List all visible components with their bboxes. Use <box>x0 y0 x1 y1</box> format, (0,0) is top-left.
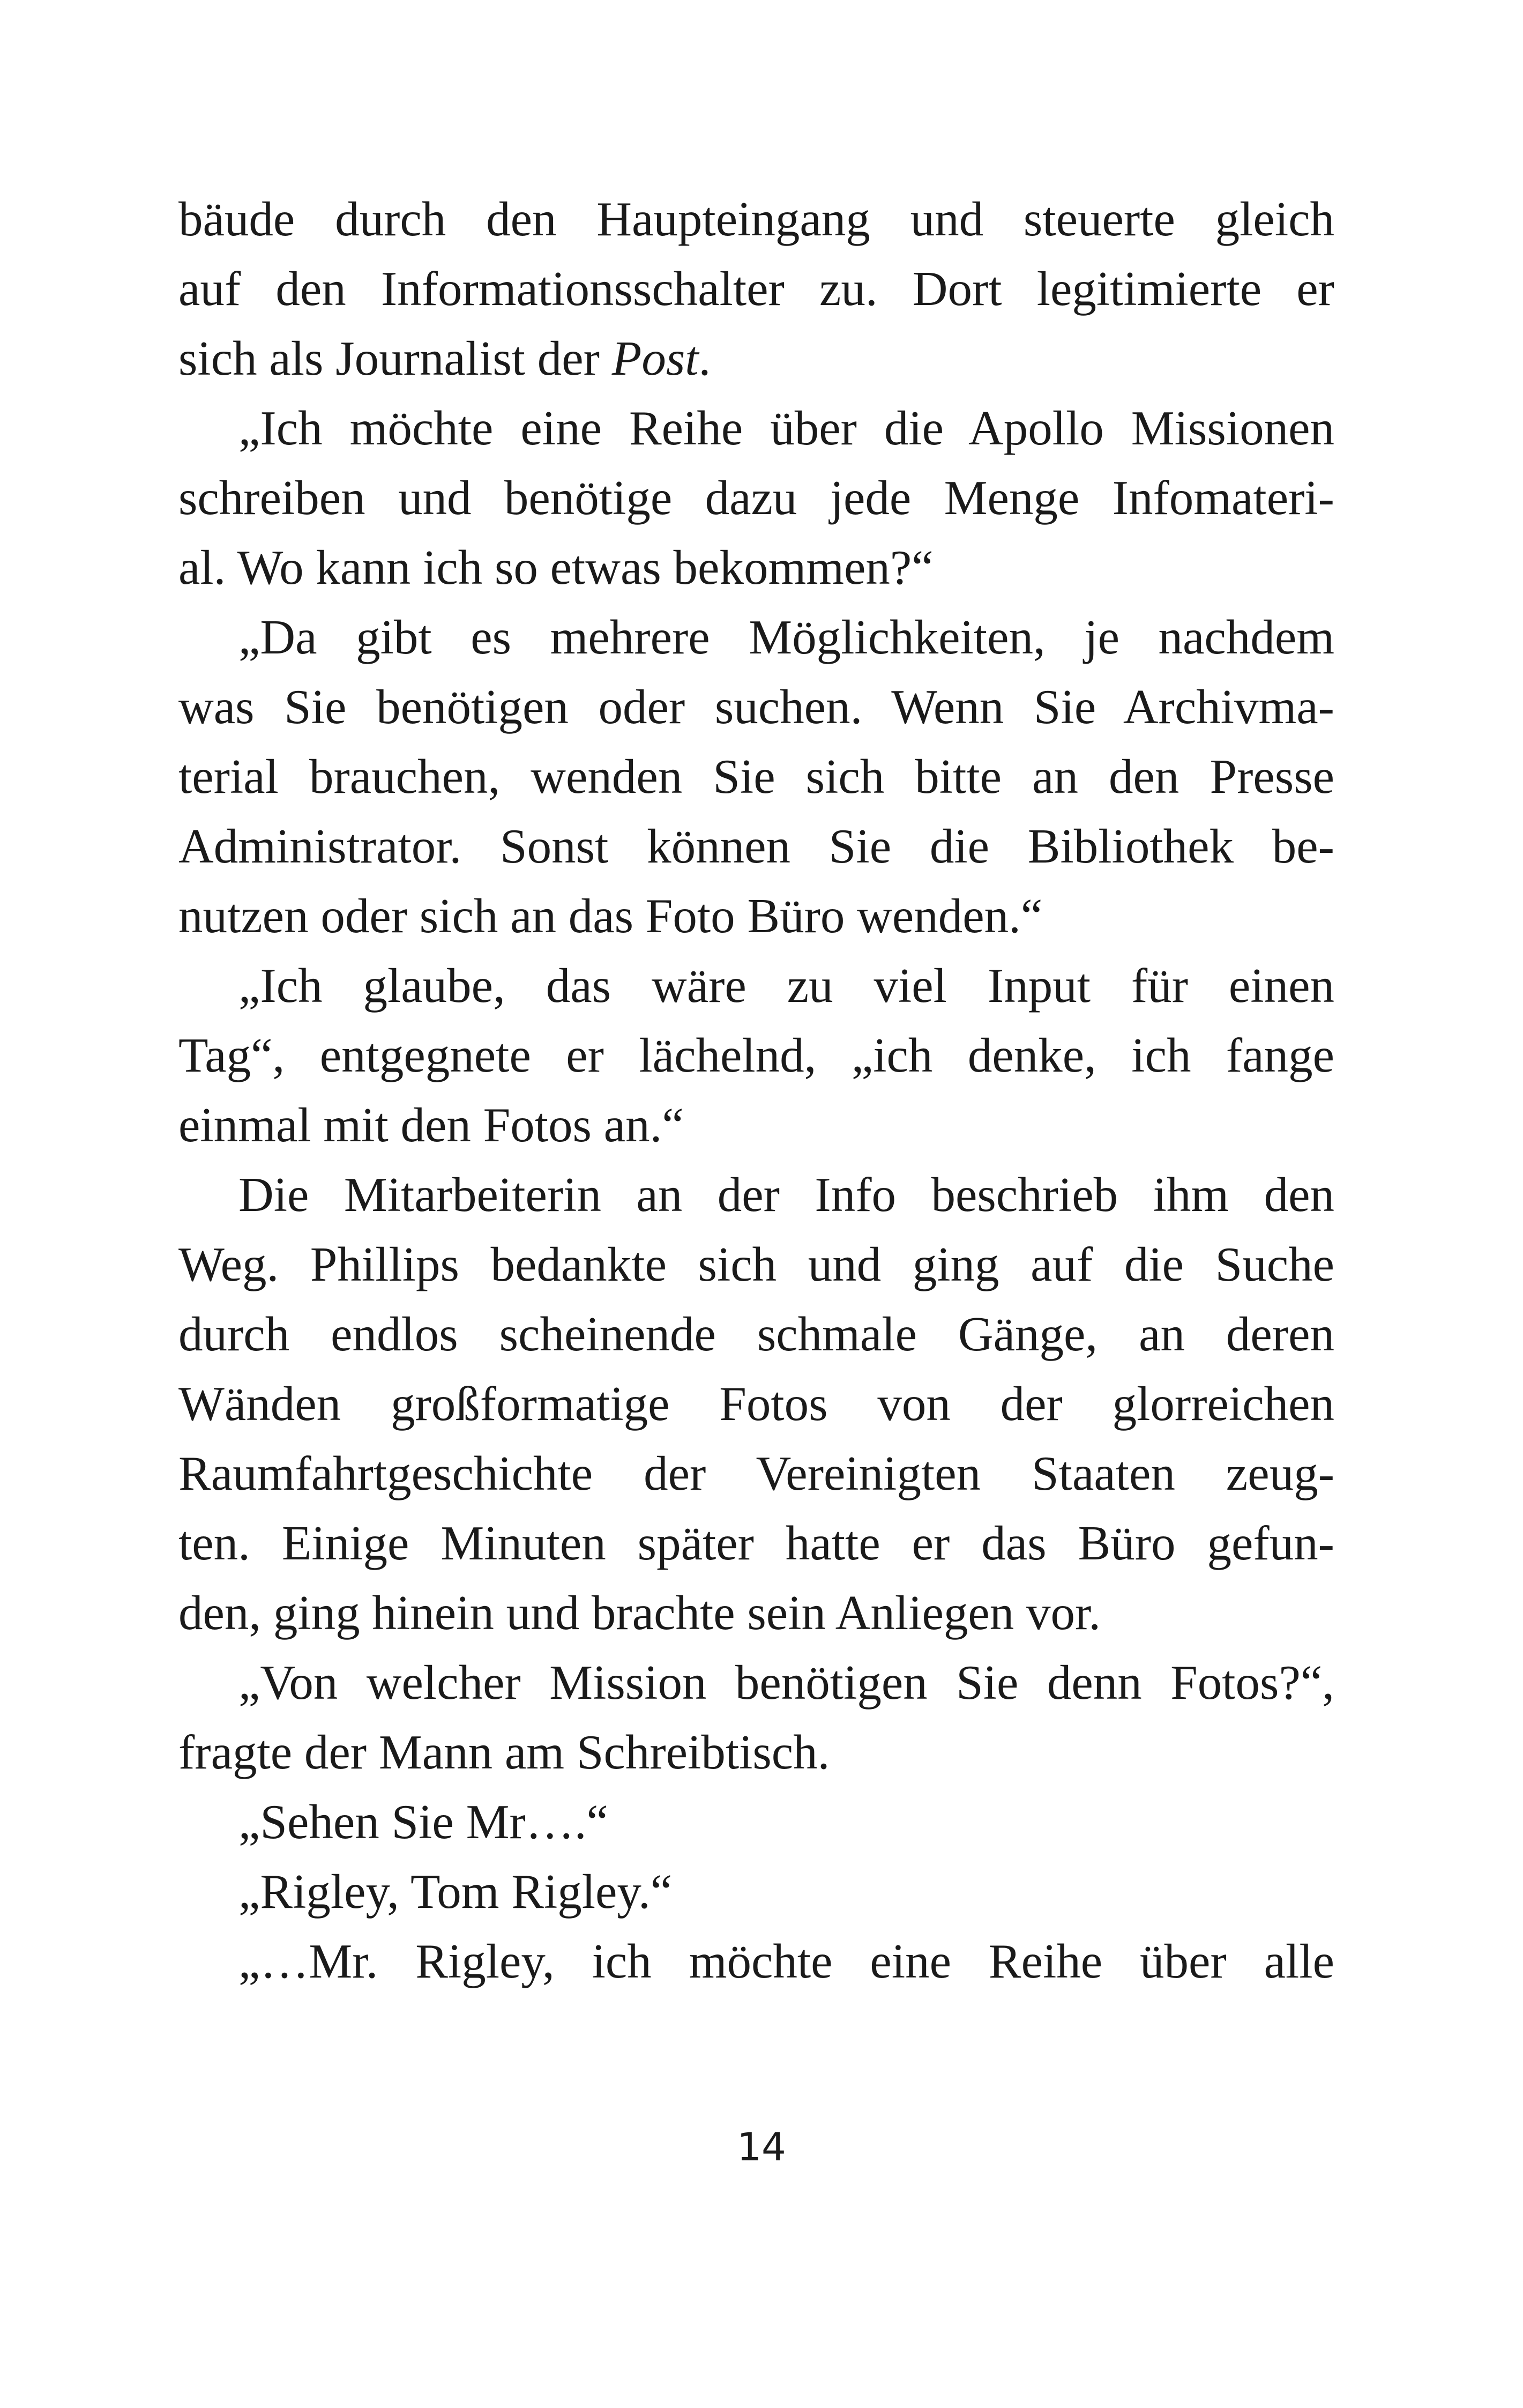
text-line: Wänden großformatige Fotos von der glorreichen <box>178 1377 1334 1431</box>
text-line: „…Mr. Rigley, ich möchte eine Reihe über alle <box>238 1934 1334 1988</box>
text-line <box>178 324 1334 393</box>
text-line: was Sie benötigen oder suchen. Wenn Sie Archivma- <box>178 680 1334 734</box>
text-line: nutzen oder sich an das Foto Büro wenden.“ <box>178 889 1043 943</box>
text-line: „Rigley, Tom Rigley.“ <box>238 1864 673 1919</box>
text-line: auf den Informationsschalter zu. Dort legitimierte er <box>178 262 1334 316</box>
text-line: „Ich möchte eine Reihe über die Apollo Missionen <box>238 401 1334 455</box>
text-line: „Sehen Sie Mr….“ <box>238 1795 608 1849</box>
text-line: schreiben und benötige dazu jede Menge Infomateri- <box>178 471 1334 525</box>
text-line: bäude durch den Haupteingang und steuerte gleich <box>178 192 1334 246</box>
page-number: 14 <box>737 2124 786 2169</box>
italic-title: Post <box>611 331 699 385</box>
text-run: . <box>698 331 711 385</box>
text-line: Raumfahrtgeschichte der Vereinigten Staaten zeug- <box>178 1446 1334 1500</box>
body-text <box>178 184 1334 1996</box>
text-line: Administrator. Sonst können Sie die Bibliothek be- <box>178 819 1334 873</box>
text-line: den, ging hinein und brachte sein Anliegen vor. <box>178 1586 1101 1640</box>
text-line: „Von welcher Mission benötigen Sie denn Fotos?“, <box>238 1655 1334 1710</box>
text-line: ten. Einige Minuten später hatte er das Büro gefun- <box>178 1516 1334 1570</box>
text-run: sich als Journalist der <box>178 331 612 385</box>
text-line: durch endlos scheinende schmale Gänge, an deren <box>178 1307 1334 1361</box>
text-line: „Da gibt es mehrere Möglichkeiten, je nachdem <box>238 610 1334 664</box>
text-line: einmal mit den Fotos an.“ <box>178 1098 684 1152</box>
text-line: „Ich glaube, das wäre zu viel Input für einen <box>238 958 1334 1013</box>
text-line: fragte der Mann am Schreibtisch. <box>178 1725 830 1779</box>
text-line: Tag“, entgegnete er lächelnd, „ich denke, ich fange <box>178 1028 1334 1082</box>
text-line: al. Wo kann ich so etwas bekommen?“ <box>178 540 934 594</box>
text-line: Weg. Phillips bedankte sich und ging auf die Suche <box>178 1237 1334 1291</box>
text-line: terial brauchen, wenden Sie sich bitte an den Presse <box>178 749 1334 804</box>
text-line: Die Mitarbeiterin an der Info beschrieb ihm den <box>238 1168 1334 1222</box>
